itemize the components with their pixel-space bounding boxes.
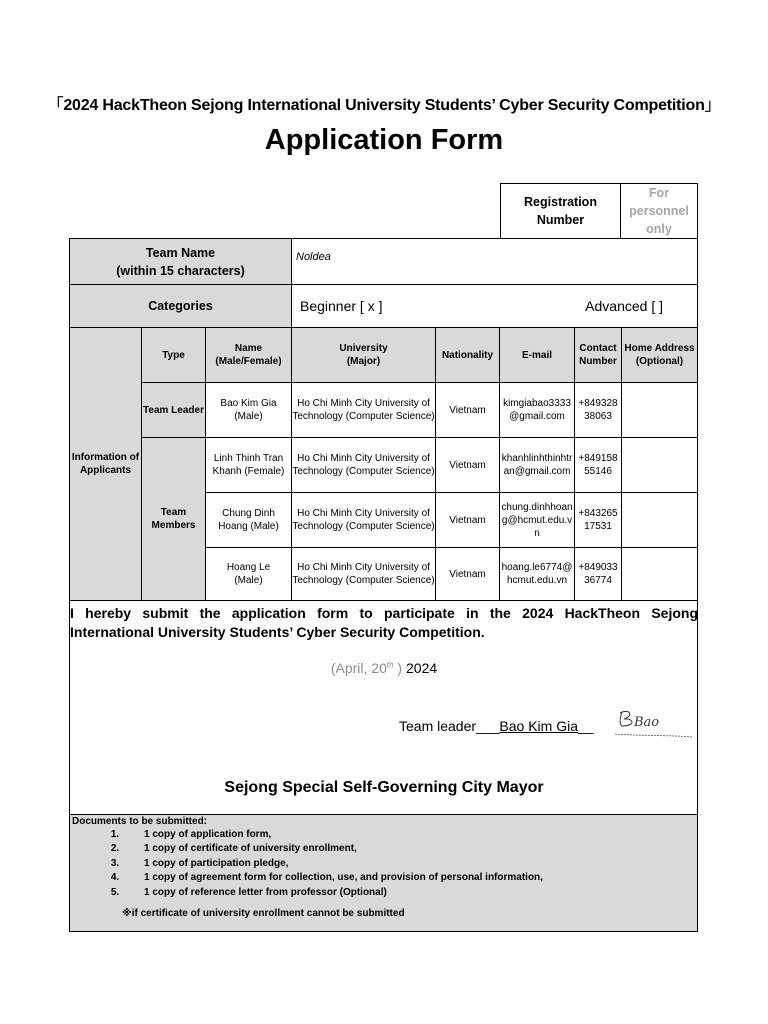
date-year: 2024 (402, 660, 438, 676)
registration-number-label: Registration Number (500, 183, 621, 239)
applicant-contact: +84915855146 (574, 437, 622, 493)
team-name-label (69, 238, 292, 285)
applicant-name: Bao Kim Gia (Male) (205, 382, 292, 438)
registration-number-field[interactable] (620, 183, 698, 239)
date-suffix: th (386, 660, 394, 670)
col-header-type: Type (141, 327, 206, 383)
applicant-university: Ho Chi Minh City University of Technology (Computer Science) (291, 492, 436, 548)
applicant-contact: +84932838063 (574, 382, 622, 438)
team-name-field[interactable]: Noldea (291, 238, 698, 285)
declaration-line1: I hereby submit the application form to participate in the 2024 HackTheon Sejong (70, 605, 698, 621)
categories-field (291, 284, 698, 328)
category-beginner-option[interactable]: Beginner [ x ] (300, 297, 383, 314)
documents-heading: Documents to be submitted: (72, 816, 208, 827)
applicant-university: Ho Chi Minh City University of Technology (Computer Science) (291, 382, 436, 438)
categories-label: Categories (69, 284, 292, 328)
applicant-address[interactable] (621, 547, 698, 601)
applicants-section-label: Information of Applicants (69, 327, 142, 601)
applicant-contact: +84903336774 (574, 547, 622, 601)
document-item: 2. 1 copy of certificate of university enrollment, (122, 842, 543, 856)
document-item: 4. 1 copy of agreement form for collection, use, and provision of personal information, (122, 871, 543, 885)
signature-text: Bao (634, 715, 660, 730)
applicant-contact: +84326517531 (574, 492, 622, 548)
type-team-leader: Team Leader (141, 382, 206, 438)
documents-box (69, 814, 698, 932)
declaration-line2: International University Students’ Cyber Security Competition. (70, 624, 485, 640)
category-advanced-option[interactable]: Advanced [ ] (585, 297, 663, 314)
applicant-address[interactable] (621, 437, 698, 493)
mayor-title: Sejong Special Self-Governing City Mayor (224, 779, 544, 796)
applicant-nationality: Vietnam (435, 547, 500, 601)
applicant-nationality: Vietnam (435, 437, 500, 493)
col-header-contact: Contact Number (574, 327, 622, 383)
team-leader-name: Bao Kim Gia (499, 718, 578, 734)
competition-title: 「2024 HackTheon Sejong International University Students’ Cyber Security Competition」 (47, 97, 721, 114)
documents-list (70, 828, 543, 900)
applicant-email: kimgiabao3333@gmail.com (499, 382, 575, 438)
col-header-university: University (Major) (291, 327, 436, 383)
applicant-name: Linh Thinh Tran Khanh (Female) (205, 437, 292, 493)
applicant-email: khanhlinhthinhtran@gmail.com (499, 437, 575, 493)
document-item: 3. 1 copy of participation pledge, (122, 857, 543, 871)
team-name-label-line1: Team Name (145, 245, 216, 260)
applicant-nationality: Vietnam (435, 382, 500, 438)
applicant-university: Ho Chi Minh City University of Technology (Computer Science) (291, 547, 436, 601)
type-team-members: Team Members (141, 437, 206, 601)
applicant-email: hoang.le6774@hcmut.edu.vn (499, 547, 575, 601)
applicant-email: chung.dinhhoang@hcmut.edu.vn (499, 492, 575, 548)
signature-image (600, 700, 700, 745)
document-item: 1. 1 copy of application form, (122, 828, 543, 842)
date-open: (April, 20 (330, 660, 387, 676)
team-leader-signoff: Team leader___Bao Kim Gia__ (399, 718, 594, 734)
col-header-name: Name (Male/Female) (205, 327, 292, 383)
document-item: 5. 1 copy of reference letter from professor (Optional) (122, 886, 543, 900)
page-title: Application Form (264, 124, 504, 156)
col-header-address: Home Address (Optional) (621, 327, 698, 383)
documents-note: ※if certificate of university enrollment cannot be submitted (122, 908, 405, 919)
submission-date (0, 660, 768, 676)
applicant-nationality: Vietnam (435, 492, 500, 548)
team-leader-label: Team leader (399, 718, 477, 734)
applicant-address[interactable] (621, 492, 698, 548)
date-close: ) (393, 660, 403, 676)
applicant-university: Ho Chi Minh City University of Technology (Computer Science) (291, 437, 436, 493)
col-header-email: E-mail (499, 327, 575, 383)
applicant-address[interactable] (621, 382, 698, 438)
col-header-nationality: Nationality (435, 327, 500, 383)
registration-personnel-note: For personnel only (629, 186, 689, 236)
applicant-name: Chung Dinh Hoang (Male) (205, 492, 292, 548)
applicant-name: Hoang Le (Male) (205, 547, 292, 601)
team-name-label-line2: (within 15 characters) (116, 263, 245, 278)
